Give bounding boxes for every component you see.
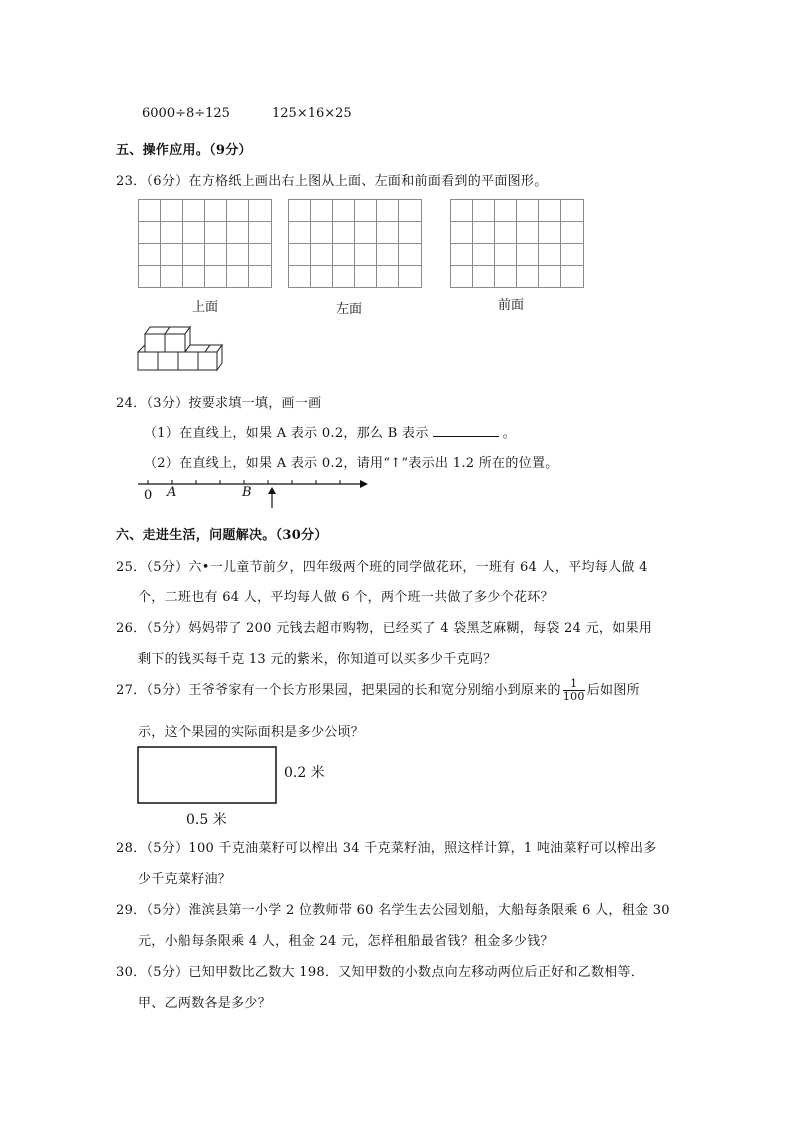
q28-line1: 28．（5分）100 千克油菜籽可以榨出 34 千克菜籽油，照这样计算，1 吨油菜籽可以榨出多 <box>116 841 657 856</box>
fraction-numerator: 1 <box>563 678 585 691</box>
expression-1: 6000÷8÷125 <box>142 106 230 121</box>
q25-line1: 25．（5分）六•一儿童节前夕，四年级两个班的同学做花环，一班有 64 人，平均每人做 4 <box>116 560 648 575</box>
q24-sub1-text: （1）在直线上，如果 A 表示 0.2，那么 B 表示 <box>144 426 429 441</box>
q27-text-after: 后如图所 <box>586 683 640 698</box>
q27-line1 <box>116 678 640 703</box>
width-label: 0.2 米 <box>284 765 325 781</box>
grid-top-view <box>138 199 272 289</box>
q26-line1: 26．（5分）妈妈带了 200 元钱去超市购物，已经买了 4 袋黑芝麻糊，每袋 24 元，如果用 <box>116 621 653 636</box>
q29-line2: 元，小船每条限乘 4 人，租金 24 元，怎样租船最省钱？租金多少钱？ <box>138 934 554 949</box>
numberline-b: B <box>242 485 252 500</box>
q26-line2: 剩下的钱买每千克 13 元的紫米，你知道可以买多少千克吗？ <box>138 652 497 667</box>
section-6-heading: 六、走进生活，问题解决。（30分） <box>116 528 328 543</box>
fraction-denominator: 100 <box>562 690 585 703</box>
numberline-a: A <box>167 485 177 500</box>
fraction <box>563 678 585 703</box>
q24-sub1 <box>144 422 516 441</box>
answer-blank[interactable] <box>433 424 499 437</box>
q27-line2: 示，这个果园的实际面积是多少公顷？ <box>138 725 365 740</box>
q27-text-before: 27．（5分）王爷爷家有一个长方形果园，把果园的长和宽分别缩小到原来的 <box>116 683 561 698</box>
cube-stack-figure <box>136 322 228 374</box>
orchard-rectangle <box>137 746 279 806</box>
q24-sub2: （2）在直线上，如果 A 表示 0.2，请用“↑”表示出 1.2 所在的位置。 <box>144 456 559 471</box>
grid-front-view <box>450 199 584 289</box>
q30-line1: 30．（5分）已知甲数比乙数大 198．又知甲数的小数点向左移动两位后正好和乙数相等． <box>116 965 645 980</box>
caption-front-view: 前面 <box>497 298 524 313</box>
q23-text: 23．（6分）在方格纸上画出右上图从上面、左面和前面看到的平面图形。 <box>116 174 548 189</box>
caption-top-view: 上面 <box>191 300 218 315</box>
q28-line2: 少千克菜籽油？ <box>138 872 232 887</box>
q30-line2: 甲、乙两数各是多少？ <box>138 996 272 1011</box>
length-label: 0.5 米 <box>186 812 227 828</box>
q24-text: 24．（3分）按要求填一填，画一画 <box>116 396 322 411</box>
q24-sub1-end: 。 <box>502 426 516 441</box>
numberline-zero: 0 <box>144 488 153 503</box>
expression-2: 125×16×25 <box>272 106 352 121</box>
caption-left-view: 左面 <box>335 302 362 317</box>
q29-line1: 29．（5分）淮滨县第一小学 2 位教师带 60 名学生去公园划船，大船每条限乘 6 人，租金 30 <box>116 903 670 918</box>
q25-line2: 个，二班也有 64 人，平均每人做 6 个，两个班一共做了多少个花环？ <box>138 590 554 605</box>
section-5-heading: 五、操作应用。（9分） <box>116 143 252 158</box>
grid-left-view <box>288 199 422 289</box>
